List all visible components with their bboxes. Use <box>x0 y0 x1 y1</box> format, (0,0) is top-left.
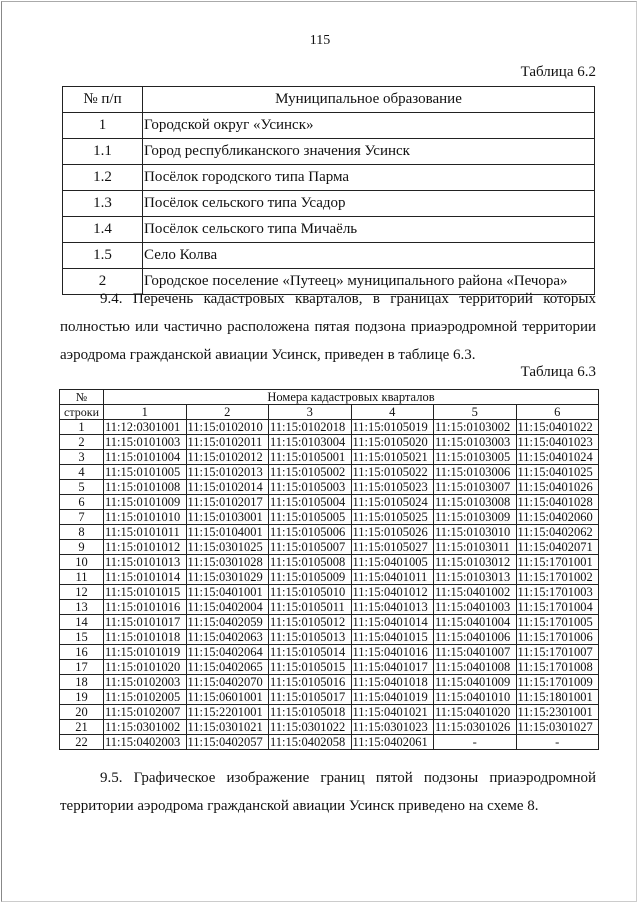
cadastral-quarter-cell: 11:15:0103012 <box>434 555 517 570</box>
cadastral-quarter-cell: 11:15:0402065 <box>186 660 269 675</box>
table-row <box>60 510 599 525</box>
cadastral-quarter-cell: 11:15:0102010 <box>186 420 269 435</box>
row-number: 8 <box>60 525 104 540</box>
table-row <box>60 540 599 555</box>
cadastral-quarter-cell: 11:15:0402059 <box>186 615 269 630</box>
cadastral-quarter-cell: 11:15:0101015 <box>104 585 187 600</box>
cadastral-quarter-cell: 11:15:2301001 <box>516 705 599 720</box>
cadastral-quarter-cell: 11:15:1701004 <box>516 600 599 615</box>
cadastral-quarter-cell: 11:15:0401002 <box>434 585 517 600</box>
table-row <box>63 217 595 243</box>
table-row <box>60 705 599 720</box>
cadastral-quarter-cell: 11:15:0301025 <box>186 540 269 555</box>
cadastral-quarter-cell: 11:15:1701006 <box>516 630 599 645</box>
cadastral-quarter-cell: 11:15:0301027 <box>516 720 599 735</box>
table-6-2-caption: Таблица 6.2 <box>520 64 596 80</box>
cadastral-quarter-cell: 11:15:0105008 <box>269 555 352 570</box>
cadastral-quarter-cell: 11:15:0401013 <box>351 600 434 615</box>
row-number: 19 <box>60 690 104 705</box>
cadastral-quarter-cell: 11:15:0401011 <box>351 570 434 585</box>
cadastral-quarter-cell: 11:15:0105014 <box>269 645 352 660</box>
row-number: 3 <box>60 450 104 465</box>
row-number: 1.4 <box>63 217 143 243</box>
cadastral-quarter-cell: 11:15:1701002 <box>516 570 599 585</box>
row-number: 21 <box>60 720 104 735</box>
municipality-name: Посёлок городского типа Парма <box>143 165 595 191</box>
table-row <box>60 555 599 570</box>
row-number: 16 <box>60 645 104 660</box>
cadastral-quarter-cell: 11:15:0301022 <box>269 720 352 735</box>
header-col-1: 1 <box>104 405 187 420</box>
cadastral-quarter-cell: 11:15:0401023 <box>516 435 599 450</box>
row-number: 14 <box>60 615 104 630</box>
table-row <box>63 113 595 139</box>
cadastral-quarter-cell: 11:15:0401017 <box>351 660 434 675</box>
table-row <box>60 720 599 735</box>
cadastral-quarter-cell: 11:15:0101018 <box>104 630 187 645</box>
table-row <box>63 139 595 165</box>
cadastral-quarter-cell: 11:15:0102017 <box>186 495 269 510</box>
row-number: 2 <box>63 269 143 295</box>
table-row <box>60 420 599 435</box>
cadastral-quarter-cell: 11:15:0102005 <box>104 690 187 705</box>
table-row <box>63 191 595 217</box>
page-number: 115 <box>309 33 331 48</box>
cadastral-quarter-cell: 11:15:0103009 <box>434 510 517 525</box>
municipality-name: Посёлок сельского типа Мичаёль <box>143 217 595 243</box>
cadastral-quarter-cell: 11:15:0401018 <box>351 675 434 690</box>
header-col-6: 6 <box>516 405 599 420</box>
header-municipality: Муниципальное образование <box>143 87 595 113</box>
cadastral-quarter-cell: 11:15:0105009 <box>269 570 352 585</box>
row-number: 6 <box>60 495 104 510</box>
row-number: 11 <box>60 570 104 585</box>
cadastral-quarter-cell: 11:15:0102014 <box>186 480 269 495</box>
cadastral-quarter-cell: 11:15:0401024 <box>516 450 599 465</box>
cadastral-quarter-cell: 11:15:0102007 <box>104 705 187 720</box>
cadastral-quarter-cell: 11:15:0101009 <box>104 495 187 510</box>
table-row <box>60 525 599 540</box>
cadastral-quarter-cell: - <box>516 735 599 750</box>
table-header-row <box>60 405 599 420</box>
cadastral-quarter-cell: 11:15:1701001 <box>516 555 599 570</box>
cadastral-quarter-cell: 11:15:0101011 <box>104 525 187 540</box>
cadastral-quarter-cell: - <box>434 735 517 750</box>
cadastral-quarter-cell: 11:15:0402062 <box>516 525 599 540</box>
cadastral-quarter-cell: 11:15:0401015 <box>351 630 434 645</box>
header-col-5: 5 <box>434 405 517 420</box>
cadastral-quarter-cell: 11:15:0402057 <box>186 735 269 750</box>
cadastral-quarter-cell: 11:15:0101004 <box>104 450 187 465</box>
table-row <box>63 243 595 269</box>
paragraph-9-4-text: 9.4. Перечень кадастровых кварталов, в границах территорий которых полностью или частично расположена пятая подзона приаэродромной территории аэродрома гражданской авиации Усинск, приведен в таблице 6.3. <box>60 291 596 363</box>
municipality-name: Городской округ «Усинск» <box>143 113 595 139</box>
cadastral-quarter-cell: 11:15:1701003 <box>516 585 599 600</box>
paragraph-9-4 <box>60 285 596 369</box>
cadastral-quarter-cell: 11:15:0105017 <box>269 690 352 705</box>
table-6-3 <box>59 389 599 750</box>
cadastral-quarter-cell: 11:15:0104001 <box>186 525 269 540</box>
cadastral-quarter-cell: 11:15:0105004 <box>269 495 352 510</box>
header-col-3: 3 <box>269 405 352 420</box>
row-number: 1 <box>60 420 104 435</box>
table-row <box>60 570 599 585</box>
cadastral-quarter-cell: 11:15:0101020 <box>104 660 187 675</box>
row-number: 10 <box>60 555 104 570</box>
cadastral-quarter-cell: 11:15:0402004 <box>186 600 269 615</box>
cadastral-quarter-cell: 11:15:0401014 <box>351 615 434 630</box>
table-header-row <box>63 87 595 113</box>
cadastral-quarter-cell: 11:15:0105021 <box>351 450 434 465</box>
cadastral-quarter-cell: 11:15:0102011 <box>186 435 269 450</box>
table-6-3-caption: Таблица 6.3 <box>520 364 596 380</box>
cadastral-quarter-cell: 11:15:0105025 <box>351 510 434 525</box>
cadastral-quarter-cell: 11:15:0402061 <box>351 735 434 750</box>
header-col-2: 2 <box>186 405 269 420</box>
cadastral-quarter-cell: 11:15:0103011 <box>434 540 517 555</box>
cadastral-quarter-cell: 11:15:0105003 <box>269 480 352 495</box>
cadastral-quarter-cell: 11:15:0401022 <box>516 420 599 435</box>
cadastral-quarter-cell: 11:15:1801001 <box>516 690 599 705</box>
cadastral-quarter-cell: 11:15:0103008 <box>434 495 517 510</box>
cadastral-quarter-cell: 11:15:0101003 <box>104 435 187 450</box>
row-number: 13 <box>60 600 104 615</box>
header-col-4: 4 <box>351 405 434 420</box>
header-number: № п/п <box>63 87 143 113</box>
cadastral-quarter-cell: 11:15:0401020 <box>434 705 517 720</box>
cadastral-quarter-cell: 11:15:0301023 <box>351 720 434 735</box>
cadastral-quarter-cell: 11:15:0402063 <box>186 630 269 645</box>
cadastral-quarter-cell: 11:15:0101012 <box>104 540 187 555</box>
row-number: 18 <box>60 675 104 690</box>
table-row <box>60 690 599 705</box>
cadastral-quarter-cell: 11:15:0101016 <box>104 600 187 615</box>
cadastral-quarter-cell: 11:15:0401004 <box>434 615 517 630</box>
cadastral-quarter-cell: 11:15:0401012 <box>351 585 434 600</box>
cadastral-quarter-cell: 11:15:0402070 <box>186 675 269 690</box>
cadastral-quarter-cell: 11:15:0101013 <box>104 555 187 570</box>
cadastral-quarter-cell: 11:15:0301021 <box>186 720 269 735</box>
cadastral-quarter-cell: 11:15:0103004 <box>269 435 352 450</box>
municipality-name: Село Колва <box>143 243 595 269</box>
cadastral-quarter-cell: 11:15:0105001 <box>269 450 352 465</box>
row-number: 1 <box>63 113 143 139</box>
row-number: 4 <box>60 465 104 480</box>
cadastral-quarter-cell: 11:15:0105019 <box>351 420 434 435</box>
cadastral-quarter-cell: 11:15:0401009 <box>434 675 517 690</box>
table-row <box>60 600 599 615</box>
table-row <box>60 675 599 690</box>
table-row <box>60 480 599 495</box>
cadastral-quarter-cell: 11:15:0101017 <box>104 615 187 630</box>
cadastral-quarter-cell: 11:15:0101019 <box>104 645 187 660</box>
cadastral-quarter-cell: 11:15:0105011 <box>269 600 352 615</box>
cadastral-quarter-cell: 11:15:0401026 <box>516 480 599 495</box>
cadastral-quarter-cell: 11:15:0301029 <box>186 570 269 585</box>
cadastral-quarter-cell: 11:15:0102018 <box>269 420 352 435</box>
table-row <box>60 630 599 645</box>
table-row <box>60 615 599 630</box>
cadastral-quarter-cell: 11:15:0103006 <box>434 465 517 480</box>
cadastral-quarter-cell: 11:15:1701008 <box>516 660 599 675</box>
cadastral-quarter-cell: 11:15:0401008 <box>434 660 517 675</box>
cadastral-quarter-cell: 11:15:0301026 <box>434 720 517 735</box>
cadastral-quarter-cell: 11:15:0401019 <box>351 690 434 705</box>
cadastral-quarter-cell: 11:15:0105015 <box>269 660 352 675</box>
cadastral-quarter-cell: 11:15:0105010 <box>269 585 352 600</box>
row-number: 20 <box>60 705 104 720</box>
row-number: 15 <box>60 630 104 645</box>
cadastral-quarter-cell: 11:15:0103007 <box>434 480 517 495</box>
cadastral-quarter-cell: 11:15:0601001 <box>186 690 269 705</box>
cadastral-quarter-cell: 11:15:0402071 <box>516 540 599 555</box>
cadastral-quarter-cell: 11:15:0105020 <box>351 435 434 450</box>
table-header-row <box>60 390 599 405</box>
cadastral-quarter-cell: 11:15:0105006 <box>269 525 352 540</box>
cadastral-quarter-cell: 11:15:0101014 <box>104 570 187 585</box>
cadastral-quarter-cell: 11:15:0103013 <box>434 570 517 585</box>
paragraph-9-5-text: 9.5. Графическое изображение границ пятой подзоны приаэродромной территории аэродрома гражданской авиации Усинск приведено на схеме 8. <box>60 770 596 814</box>
cadastral-quarter-cell: 11:15:0401021 <box>351 705 434 720</box>
table-row <box>60 585 599 600</box>
cadastral-quarter-cell: 11:15:0102003 <box>104 675 187 690</box>
cadastral-quarter-cell: 11:15:0402058 <box>269 735 352 750</box>
cadastral-quarter-cell: 11:15:0402064 <box>186 645 269 660</box>
cadastral-quarter-cell: 11:15:0105007 <box>269 540 352 555</box>
cadastral-quarter-cell: 11:15:2201001 <box>186 705 269 720</box>
cadastral-quarter-cell: 11:15:0105022 <box>351 465 434 480</box>
header-row-number-bottom: строки <box>60 405 104 420</box>
cadastral-quarter-cell: 11:15:0402060 <box>516 510 599 525</box>
row-number: 1.3 <box>63 191 143 217</box>
table-6-2 <box>62 86 595 295</box>
cadastral-quarter-cell: 11:15:0105027 <box>351 540 434 555</box>
table-row <box>60 660 599 675</box>
cadastral-quarter-cell: 11:15:0401001 <box>186 585 269 600</box>
cadastral-quarter-cell: 11:15:0401007 <box>434 645 517 660</box>
cadastral-quarter-cell: 11:15:0105023 <box>351 480 434 495</box>
paragraph-9-5 <box>60 764 596 820</box>
cadastral-quarter-cell: 11:15:0401028 <box>516 495 599 510</box>
cadastral-quarter-cell: 11:15:0401025 <box>516 465 599 480</box>
cadastral-quarter-cell: 11:15:0105005 <box>269 510 352 525</box>
cadastral-quarter-cell: 11:15:0103010 <box>434 525 517 540</box>
cadastral-quarter-cell: 11:15:0301002 <box>104 720 187 735</box>
header-cadastral-quarters: Номера кадастровых кварталов <box>104 390 599 405</box>
cadastral-quarter-cell: 11:15:0105018 <box>269 705 352 720</box>
cadastral-quarter-cell: 11:15:1701007 <box>516 645 599 660</box>
row-number: 2 <box>60 435 104 450</box>
cadastral-quarter-cell: 11:15:0102012 <box>186 450 269 465</box>
table-row <box>60 735 599 750</box>
row-number: 5 <box>60 480 104 495</box>
cadastral-quarter-cell: 11:15:0401005 <box>351 555 434 570</box>
row-number: 1.5 <box>63 243 143 269</box>
cadastral-quarter-cell: 11:12:0301001 <box>104 420 187 435</box>
row-number: 1.1 <box>63 139 143 165</box>
row-number: 9 <box>60 540 104 555</box>
table-row <box>60 495 599 510</box>
cadastral-quarter-cell: 11:15:0401006 <box>434 630 517 645</box>
cadastral-quarter-cell: 11:15:0103003 <box>434 435 517 450</box>
cadastral-quarter-cell: 11:15:0401003 <box>434 600 517 615</box>
cadastral-quarter-cell: 11:15:0103005 <box>434 450 517 465</box>
row-number: 7 <box>60 510 104 525</box>
cadastral-quarter-cell: 11:15:0103002 <box>434 420 517 435</box>
row-number: 17 <box>60 660 104 675</box>
table-row <box>60 435 599 450</box>
cadastral-quarter-cell: 11:15:0402003 <box>104 735 187 750</box>
table-row <box>60 465 599 480</box>
cadastral-quarter-cell: 11:15:0102013 <box>186 465 269 480</box>
cadastral-quarter-cell: 11:15:0101008 <box>104 480 187 495</box>
municipality-name: Городское поселение «Путеец» муниципального района «Печора» <box>143 269 595 295</box>
cadastral-quarter-cell: 11:15:0101010 <box>104 510 187 525</box>
municipality-name: Город республиканского значения Усинск <box>143 139 595 165</box>
cadastral-quarter-cell: 11:15:0101005 <box>104 465 187 480</box>
table-row <box>63 165 595 191</box>
cadastral-quarter-cell: 11:15:0105012 <box>269 615 352 630</box>
cadastral-quarter-cell: 11:15:1701005 <box>516 615 599 630</box>
cadastral-quarter-cell: 11:15:0103001 <box>186 510 269 525</box>
cadastral-quarter-cell: 11:15:0401016 <box>351 645 434 660</box>
row-number: 22 <box>60 735 104 750</box>
table-row <box>60 450 599 465</box>
table-row <box>60 645 599 660</box>
row-number: 12 <box>60 585 104 600</box>
header-row-number-top: № <box>60 390 104 405</box>
row-number: 1.2 <box>63 165 143 191</box>
cadastral-quarter-cell: 11:15:0105024 <box>351 495 434 510</box>
cadastral-quarter-cell: 11:15:0105026 <box>351 525 434 540</box>
municipality-name: Посёлок сельского типа Усадор <box>143 191 595 217</box>
cadastral-quarter-cell: 11:15:0105016 <box>269 675 352 690</box>
cadastral-quarter-cell: 11:15:1701009 <box>516 675 599 690</box>
cadastral-quarter-cell: 11:15:0105002 <box>269 465 352 480</box>
cadastral-quarter-cell: 11:15:0301028 <box>186 555 269 570</box>
cadastral-quarter-cell: 11:15:0105013 <box>269 630 352 645</box>
cadastral-quarter-cell: 11:15:0401010 <box>434 690 517 705</box>
